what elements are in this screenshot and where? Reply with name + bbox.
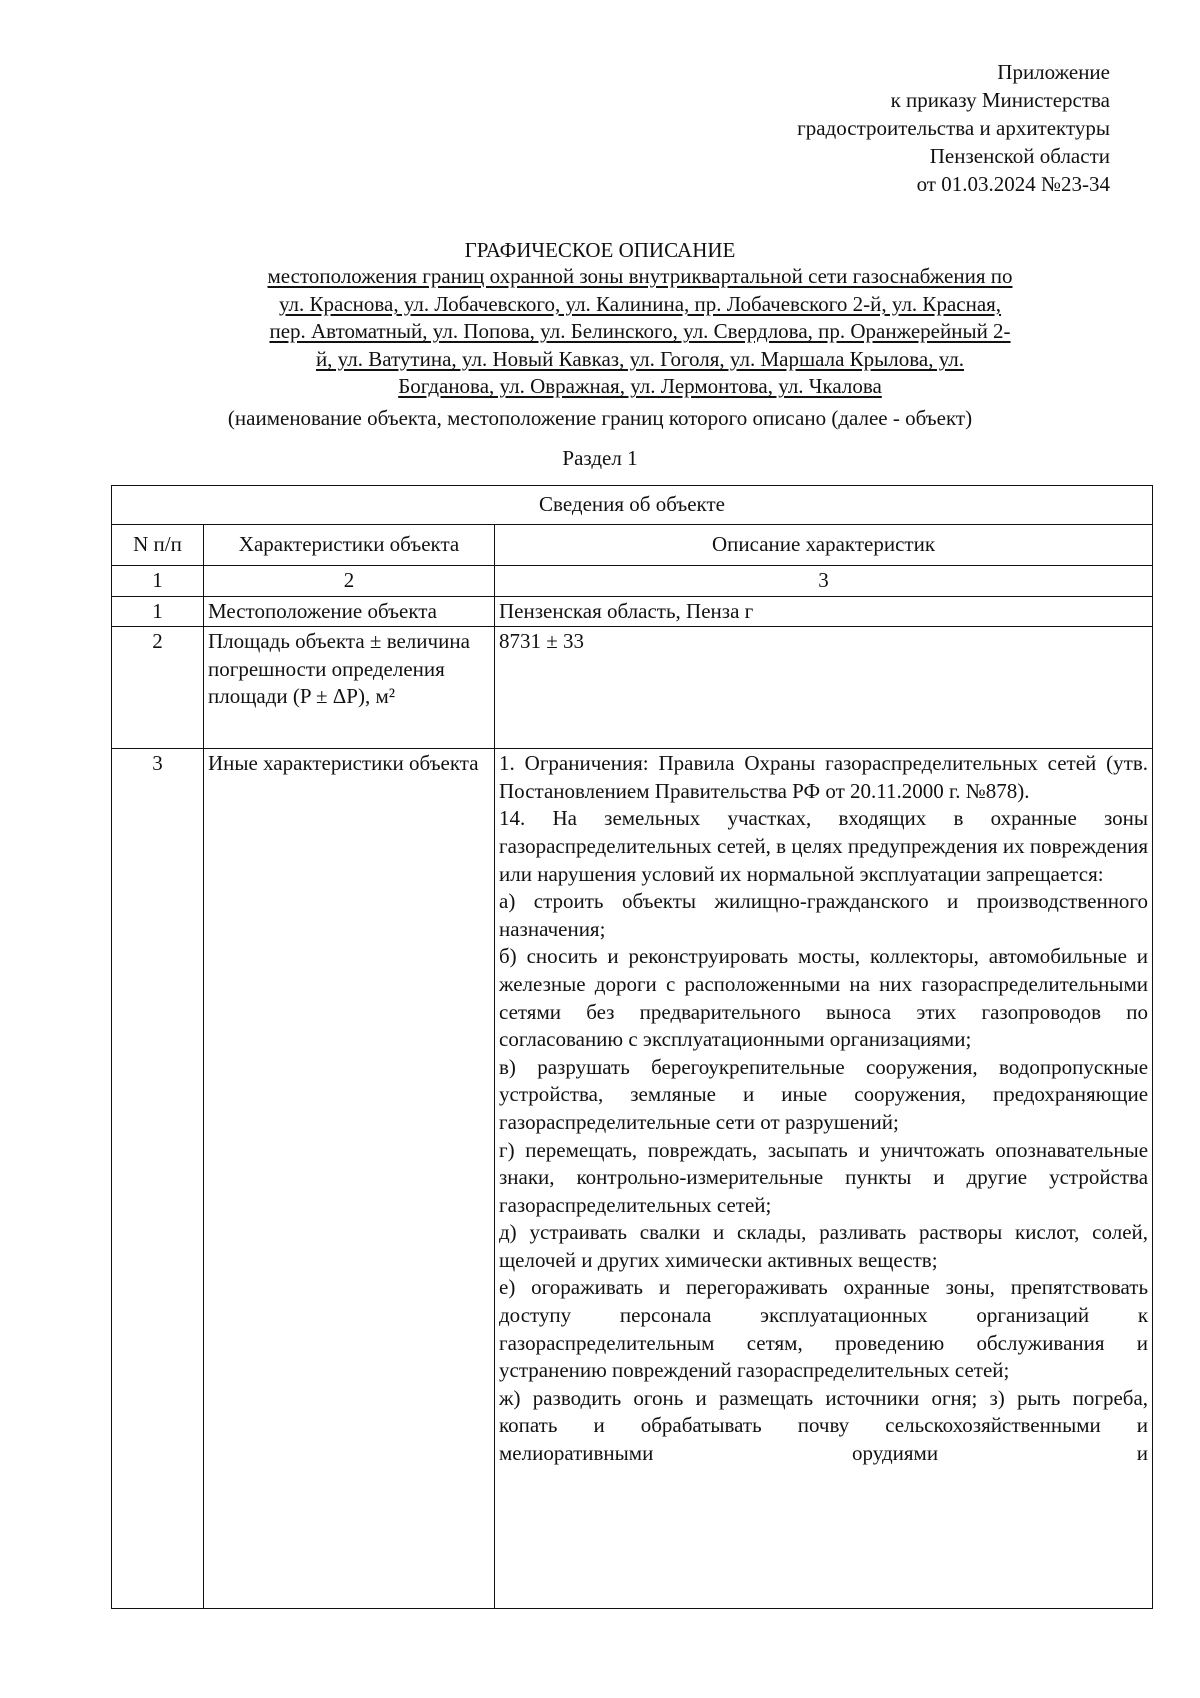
subject-line: ул. Краснова, ул. Лобачевского, ул. Калинина, пр. Лобачевского 2-й, ул. Красная, xyxy=(278,291,1002,316)
row-number: 1 xyxy=(112,596,204,627)
description-paragraph: д) устраивать свалки и склады, разливать растворы кислот, солей, щелочей и других химически активных веществ; xyxy=(499,1220,1149,1272)
subject-line: местоположения границ охранной зоны внутриквартальной сети газоснабжения по xyxy=(267,264,1013,288)
document-subject xyxy=(195,263,1085,401)
column-number: 2 xyxy=(204,566,495,597)
table-row xyxy=(112,749,1153,1609)
row-characteristic: Иные характеристики объекта xyxy=(204,749,495,1609)
row-description xyxy=(495,749,1153,1609)
description-paragraph: 1. Ограничения: Правила Охраны газораспределительных сетей (утв. Постановлением Правительства РФ от 20.11.2000 г. №878). xyxy=(499,751,1149,803)
document-title: ГРАФИЧЕСКОЕ ОПИСАНИЕ xyxy=(464,238,736,262)
appendix-line: Пензенской области xyxy=(929,144,1110,168)
description-paragraph: г) перемещать, повреждать, засыпать и уничтожать опознавательные знаки, контрольно-измерительные пункты и другие устройства газораспределительных сетей; xyxy=(499,1137,1149,1217)
header-number: N п/п xyxy=(112,525,204,566)
appendix-line: Приложение xyxy=(997,60,1110,84)
description-paragraph: ж) разводить огонь и размещать источники огня; з) рыть погреба, копать и обрабатывать почву сельскохозяйственными и мелиоративными орудиями и xyxy=(499,1385,1149,1466)
description-paragraph: в) разрушать берегоукрепительные сооружения, водопропускные устройства, земляные и иные сооружения, предохраняющие газораспределительные сети от разрушений; xyxy=(499,1054,1149,1134)
appendix-line: от 01.03.2024 №23-34 xyxy=(916,172,1110,196)
row-characteristic: Местоположение объекта xyxy=(204,596,495,627)
object-info-table xyxy=(111,485,1153,1609)
subject-note: (наименование объекта, местоположение границ которого описано (далее - объект) xyxy=(227,406,973,430)
row-number: 2 xyxy=(112,627,204,749)
row-characteristic: Площадь объекта ± величина погрешности определения площади (P ± ΔP), м² xyxy=(204,627,495,749)
appendix-line: градостроительства и архитектуры xyxy=(797,116,1110,140)
header-characteristic: Характеристики объекта xyxy=(204,525,495,566)
table-caption: Сведения об объекте xyxy=(112,486,1153,525)
row-number: 3 xyxy=(112,749,204,1609)
header-description: Описание характеристик xyxy=(495,525,1153,566)
table-row xyxy=(112,596,1153,627)
section-label: Раздел 1 xyxy=(562,446,638,470)
table-header-row xyxy=(112,525,1153,566)
appendix-line: к приказу Министерства xyxy=(890,88,1110,112)
row-description: 8731 ± 33 xyxy=(495,627,1153,749)
subject-line: Богданова, ул. Овражная, ул. Лермонтова, ул. Чкалова xyxy=(398,374,882,399)
description-paragraph: 14. На земельных участках, входящих в охранные зоны газораспределительных сетей, в целях предупреждения их повреждения или нарушения условий их нормальной эксплуатации запрещается: xyxy=(499,806,1149,886)
row-description: Пензенская область, Пенза г xyxy=(495,596,1153,627)
subject-line: й, ул. Ватутина, ул. Новый Кавказ, ул. Гоголя, ул. Маршала Крылова, ул. xyxy=(315,346,965,371)
table-caption-row xyxy=(112,486,1153,525)
description-paragraph: е) огораживать и перегораживать охранные зоны, препятствовать доступу персонала эксплуатационных организаций к газораспределительным сетям, проведению обслуживания и устранению повреждений газораспределительных сетей; xyxy=(499,1275,1149,1383)
appendix-header xyxy=(797,58,1110,198)
description-paragraph: а) строить объекты жилищно-гражданского и производственного назначения; xyxy=(499,889,1149,941)
description-paragraph: б) сносить и реконструировать мосты, коллекторы, автомобильные и железные дороги с расположенными на них газораспределительными сетями без предварительного выноса этих газопроводов по согласованию с эксплуатационными организациями; xyxy=(499,944,1149,1052)
subject-line: пер. Автоматный, ул. Попова, ул. Белинского, ул. Свердлова, пр. Оранжерейный 2- xyxy=(269,319,1011,344)
column-number: 3 xyxy=(495,566,1153,597)
table-row xyxy=(112,627,1153,749)
column-number-row xyxy=(112,566,1153,597)
column-number: 1 xyxy=(112,566,204,597)
